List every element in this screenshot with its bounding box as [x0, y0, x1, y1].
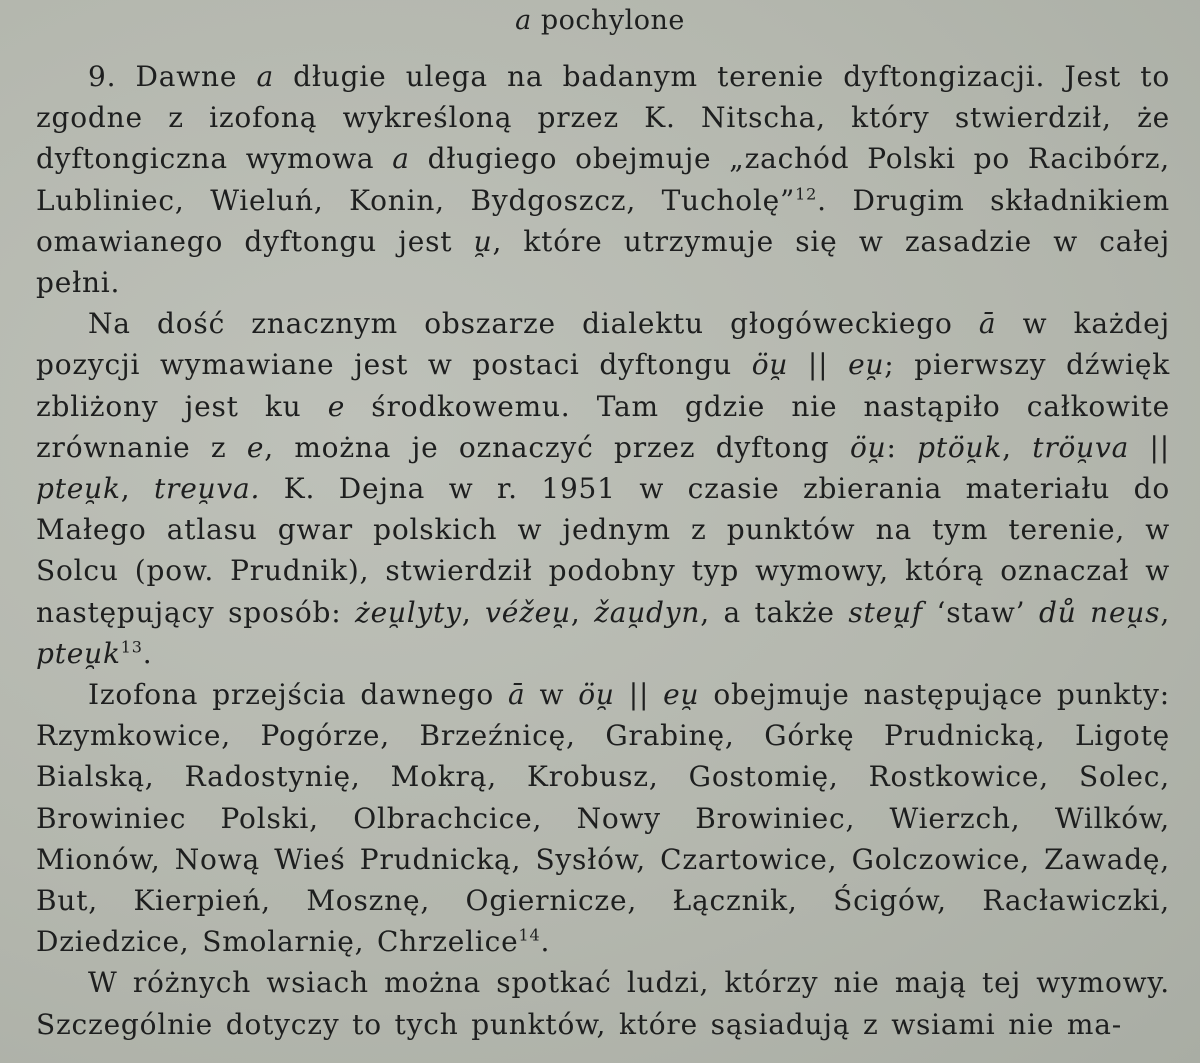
italic-text: treu̯va.: [153, 472, 261, 506]
text-run: W różnych wsiach można spotkać ludzi, którzy nie mają tej wymowy. Szczególnie dotyczy to tych punktów, które sąsiadują z wsiami nie ma-: [36, 966, 1170, 1041]
italic-text: véžeu̯: [485, 595, 571, 629]
text-run: , można je oznaczyć przez dyftong: [264, 430, 850, 464]
text-run: w: [525, 678, 579, 712]
italic-text: żeu̯lyty: [355, 595, 462, 629]
text-run: . Drugim składnikiem omawianego dyftongu jest: [36, 183, 1171, 258]
footnote-ref: 13: [120, 637, 143, 657]
text-run: ,: [461, 595, 486, 629]
text-run: ; pierwszy dźwięk zbliżony jest ku: [36, 348, 1171, 423]
text-run: .: [540, 925, 551, 959]
italic-text: eu̯: [848, 348, 885, 382]
italic-text: e: [246, 430, 265, 464]
text-run: ,: [120, 472, 154, 506]
text-run: .: [142, 636, 153, 670]
italic-text: ā: [507, 678, 526, 712]
heading-letter: a: [515, 5, 532, 36]
text-run: , a także: [700, 595, 849, 629]
italic-text: u̯: [473, 224, 493, 258]
body-text: [36, 56, 1170, 1045]
text-run: ‘staw’: [922, 595, 1039, 629]
text-run: ||: [788, 348, 849, 382]
italic-text: tröu̯va: [1032, 430, 1130, 464]
text-run: w każdej pozycji wymawiane jest w postaci dyftongu: [36, 307, 1170, 382]
page-heading: [0, 2, 1200, 40]
italic-text: a: [256, 60, 274, 93]
heading-word: pochylone: [540, 5, 685, 36]
italic-text: ā: [978, 307, 997, 341]
paragraph: [36, 303, 1170, 674]
italic-text: a: [392, 142, 410, 176]
text-run: ,: [1160, 595, 1171, 629]
text-run: długie ulega na badanym terenie dyftongizacji. Jest to zgodne z izofoną wykreśloną przez K. Nitscha, który stwierdził, że dyftongiczna wymowa: [36, 60, 1170, 176]
footnote-ref: 12: [795, 184, 818, 204]
italic-text: dů neu̯s: [1038, 595, 1161, 629]
italic-text: ptöu̯k: [917, 430, 1003, 464]
text-run: ||: [614, 678, 664, 712]
italic-text: pteu̯k: [36, 636, 121, 670]
paragraph: [36, 56, 1170, 303]
text-run: ,: [1002, 430, 1033, 464]
text-run: ,: [570, 595, 595, 629]
italic-text: öu̯: [751, 348, 789, 382]
text-run: 9. Dawne: [88, 60, 257, 93]
footnote-ref: 14: [518, 925, 541, 945]
text-run: :: [886, 430, 918, 464]
text-run: , które utrzymuje się w zasadzie w całej pełni.: [36, 224, 1170, 300]
text-run: obejmuje następujące punkty: Rzymkowice, Pogórze, Brzeźnicę, Grabinę, Górkę Prudnicką, Ligotę Bialską, Radostynię, Mokrą, Krobusz, Gostomię, Rostkowice, Solec, Browiniec Polski, Olbrachcice, Nowy Browiniec, Wierzch, Wilków, Mionów, Nową Wieś Prudnicką, Sysłów, Czartowice, Golczowice, Zawadę, But, Kierpień, Mosznę, Ogiernicze, Łącznik, Ścigów, Racławiczki, Dziedzice, Smolarnię, Chrzelice: [36, 678, 1170, 959]
text-run: Na dość znacznym obszarze dialektu głogóweckiego: [88, 307, 979, 341]
italic-text: žau̯dyn: [594, 595, 701, 629]
italic-text: eu̯: [663, 678, 700, 712]
italic-text: pteu̯k: [36, 472, 121, 506]
text-run: K. Dejna w r. 1951 w czasie zbierania materiału do Małego atlasu gwar polskich w jednym z punktów na tym terenie, w Solcu (pow. Prudnik), stwierdził podobny typ wymowy, którą oznaczał w następujący sposób:: [36, 472, 1170, 629]
italic-text: steu̯f: [848, 595, 923, 629]
italic-text: e: [327, 389, 346, 423]
text-run: długiego obejmuje „zachód Polski po Racibórz, Lubliniec, Wieluń, Konin, Bydgoszcz, Tucholę”: [36, 142, 1170, 217]
italic-text: öu̯: [578, 678, 615, 712]
text-run: ||: [1129, 430, 1171, 464]
italic-text: öu̯: [849, 430, 887, 464]
paragraph: [36, 674, 1170, 962]
text-run: środkowemu. Tam gdzie nie nastąpiło całkowite zrównanie z: [36, 389, 1170, 464]
paragraph: [36, 962, 1170, 1044]
text-run: Izofona przejścia dawnego: [88, 678, 508, 712]
